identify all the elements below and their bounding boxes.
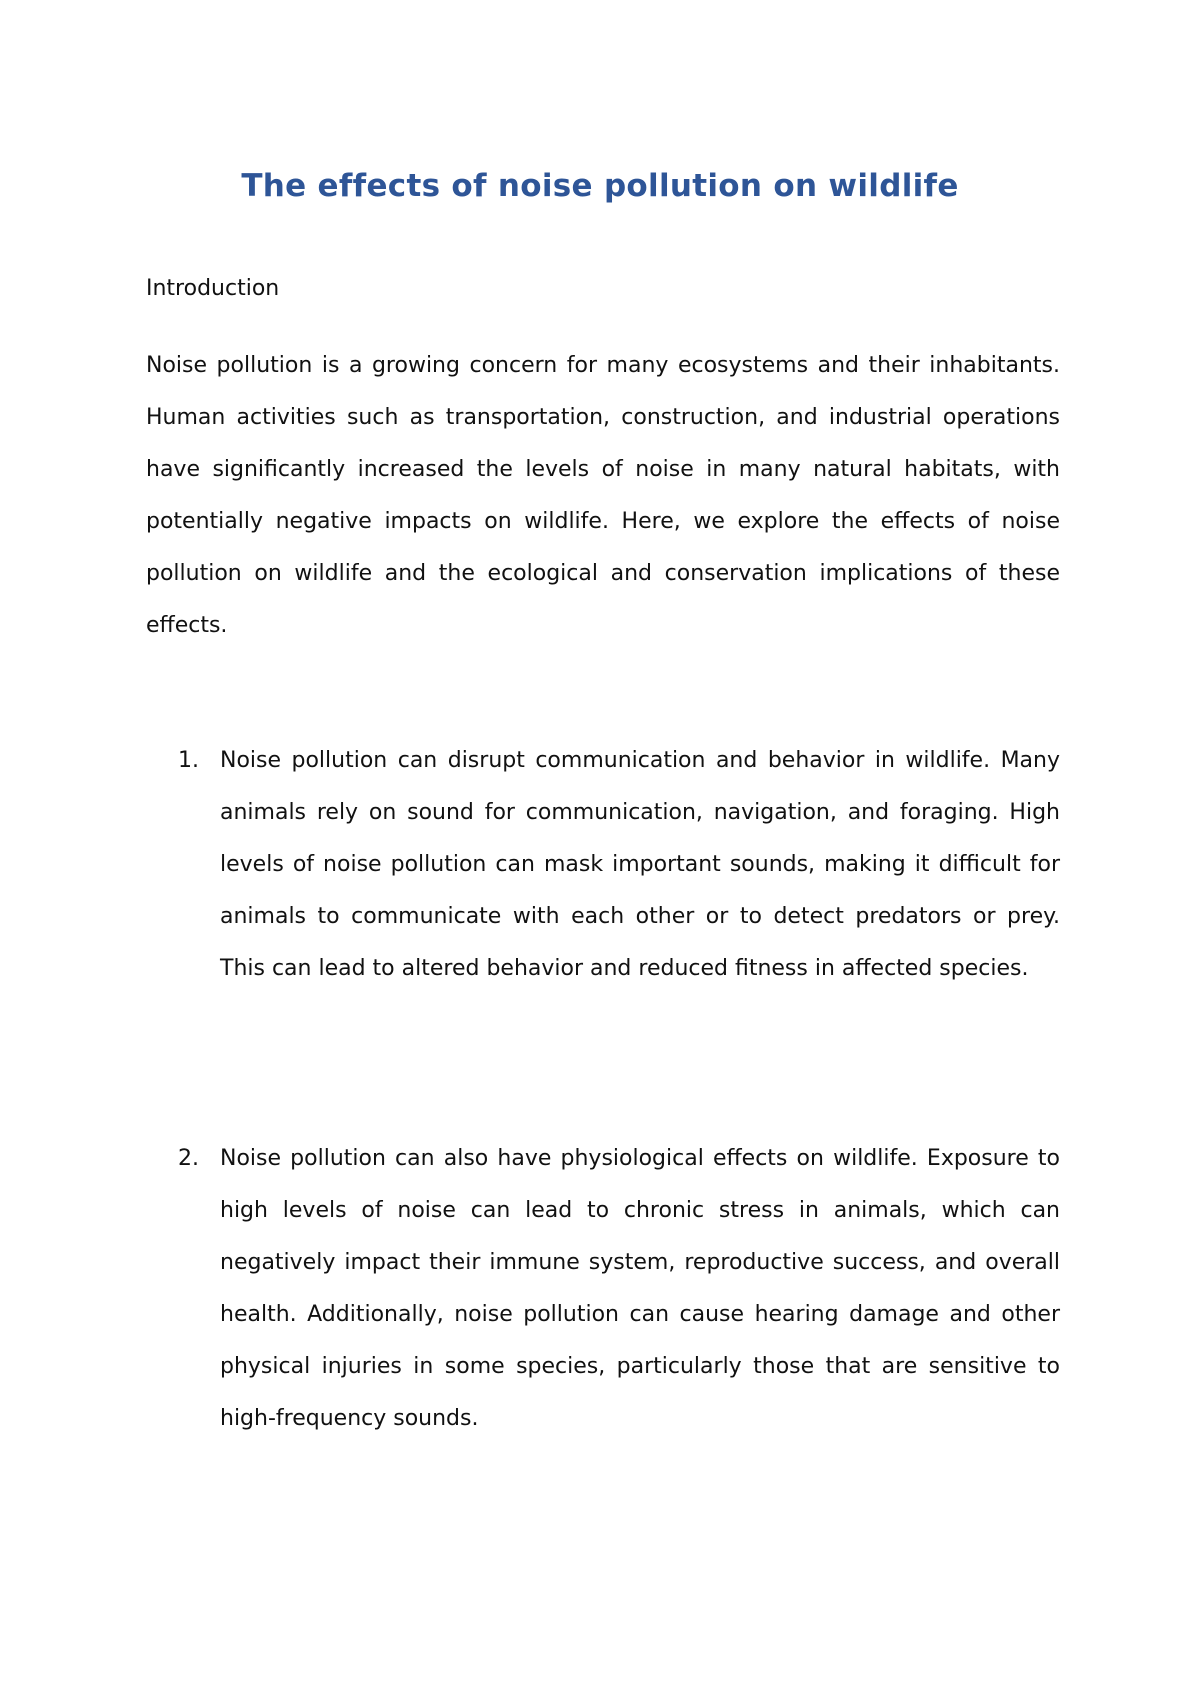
list-item-text: Noise pollution can also have physiological effects on wildlife. Exposure to high levels of noise can lead to chronic stress in animals, which can negatively impact their immune system, reproductive success, and overall health. Additionally, noise pollution can cause hearing damage and other physical injuries in some species, particularly those that are sensitive to high-frequency sounds. [220,1146,1060,1431]
list-item-number: 2. [178,1146,199,1171]
list-item-text: Noise pollution can disrupt communication and behavior in wildlife. Many animals rely on sound for communication, navigation, and foraging. High levels of noise pollution can mask important sounds, making it difficult for animals to communicate with each other or to detect predators or prey. This can lead to altered behavior and reduced fitness in affected species. [220,748,1060,981]
list-item [146,735,1060,995]
introduction-paragraph: Noise pollution is a growing concern for many ecosystems and their inhabitants. Human activities such as transportation, construction, and industrial operations have significantly increased the levels of noise in many natural habitats, with potentially negative impacts on wildlife. Here, we explore the effects of noise pollution on wildlife and the ecological and conservation implications of these effects. [146,353,1060,638]
list-item [146,1133,1060,1445]
list-item-number: 1. [178,748,199,773]
introduction-heading: Introduction [146,276,280,301]
document-title: The effects of noise pollution on wildlife [241,168,959,204]
